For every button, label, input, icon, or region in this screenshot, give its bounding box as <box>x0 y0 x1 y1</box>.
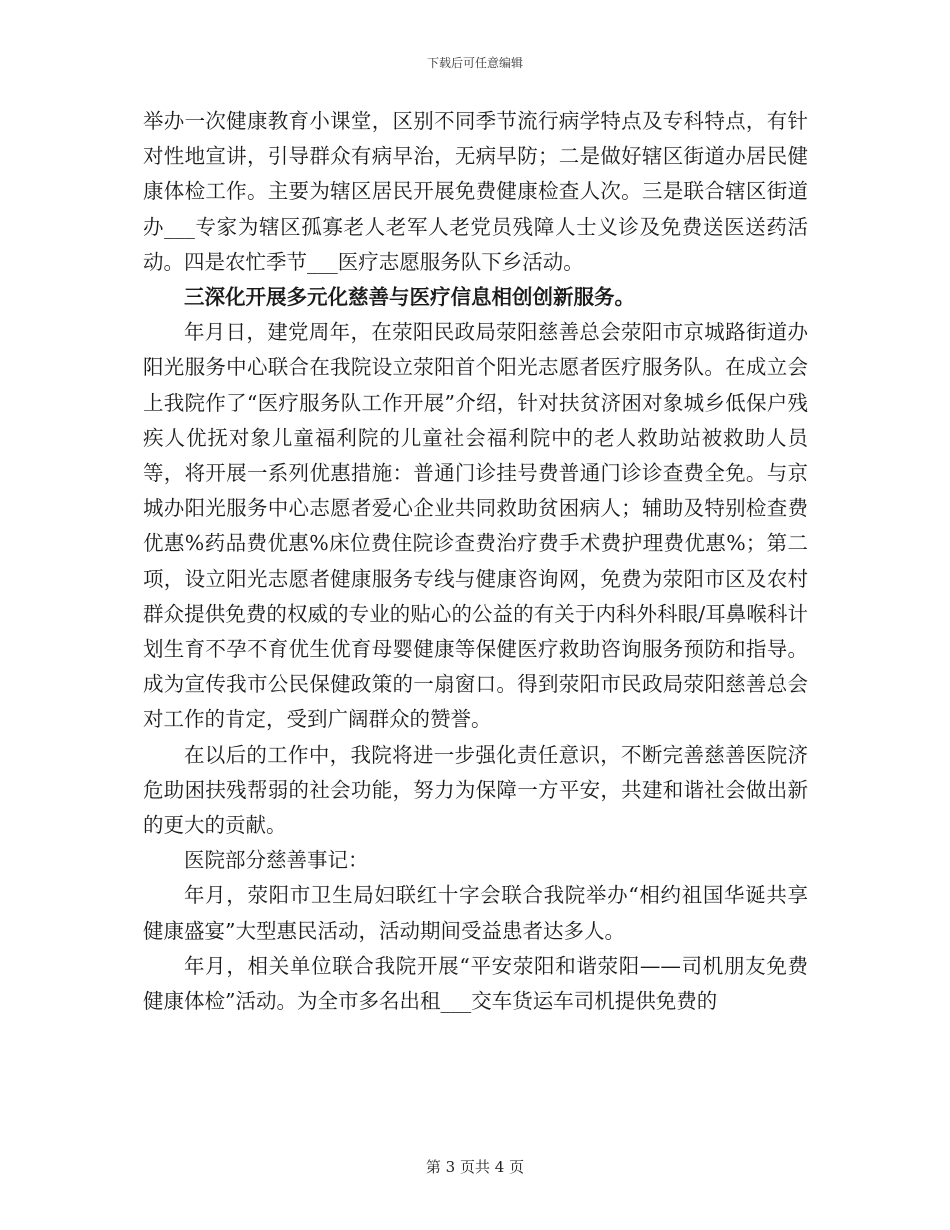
paragraph-7: 年月，相关单位联合我院开展“平安荥阳和谐荥阳——司机朋友免费健康体检”活动。为全市多名出租___交车货运车司机提供免费的 <box>143 953 808 1014</box>
paragraph-4: 在以后的工作中，我院将进一步强化责任意识，不断完善慈善医院济危助困扶残帮弱的社会功能，努力为保障一方平安，共建和谐社会做出新的更大的贡献。 <box>143 742 808 838</box>
paragraph-5: 医院部分慈善事记： <box>184 848 369 873</box>
paragraph-6: 年月，荥阳市卫生局妇联红十字会联合我院举办“相约祖国华诞共享健康盛宴”大型惠民活动，活动期间受益患者达多人。 <box>143 883 808 943</box>
paragraph-1: 举办一次健康教育小课堂，区别不同季节流行病学特点及专科特点，有针对性地宣讲，引导群众有病早治，无病早防；二是做好辖区街道办居民健康体检工作。主要为辖区居民开展免费健康检查人次。三是联合辖区街道办___专家为辖区孤寡老人老军人老党员残障人士义诊及免费送医送药活动。四是农忙季节___医疗志愿服务队下乡活动。 <box>143 109 808 274</box>
page-header: 下载后可任意编辑 <box>426 56 523 70</box>
document-body <box>143 104 808 1019</box>
paragraph-3: 年月日，建党周年，在荥阳民政局荥阳慈善总会荥阳市京城路街道办阳光服务中心联合在我院设立荥阳首个阳光志愿者医疗服务队。在成立会上我院作了“医疗服务队工作开展”介绍，针对扶贫济困对象城乡低保户残疾人优抚对象儿童福利院的儿童社会福利院中的老人救助站被救助人员等，将开展一系列优惠措施：普通门诊挂号费普通门诊诊查费全免。与京城办阳光服务中心志愿者爱心企业共同救助贫困病人；辅助及特别检查费优惠%药品费优惠%床位费住院诊查费治疗费手术费护理费优惠%；第二项，设立阳光志愿者健康服务专线与健康咨询网，免费为荥阳市区及农村群众提供免费的权威的专业的贴心的公益的有关于内科外科眼/耳鼻喉科计划生育不孕不育优生优育母婴健康等保健医疗救助咨询服务预防和指导。成为宣传我市公民保健政策的一扇窗口。得到荥阳市民政局荥阳慈善总会对工作的肯定，受到广阔群众的赞誉。 <box>143 320 808 732</box>
section-heading: 三深化开展多元化慈善与医疗信息相创创新服务。 <box>184 285 635 310</box>
page-footer: 第 3 页共 4 页 <box>425 1158 525 1176</box>
